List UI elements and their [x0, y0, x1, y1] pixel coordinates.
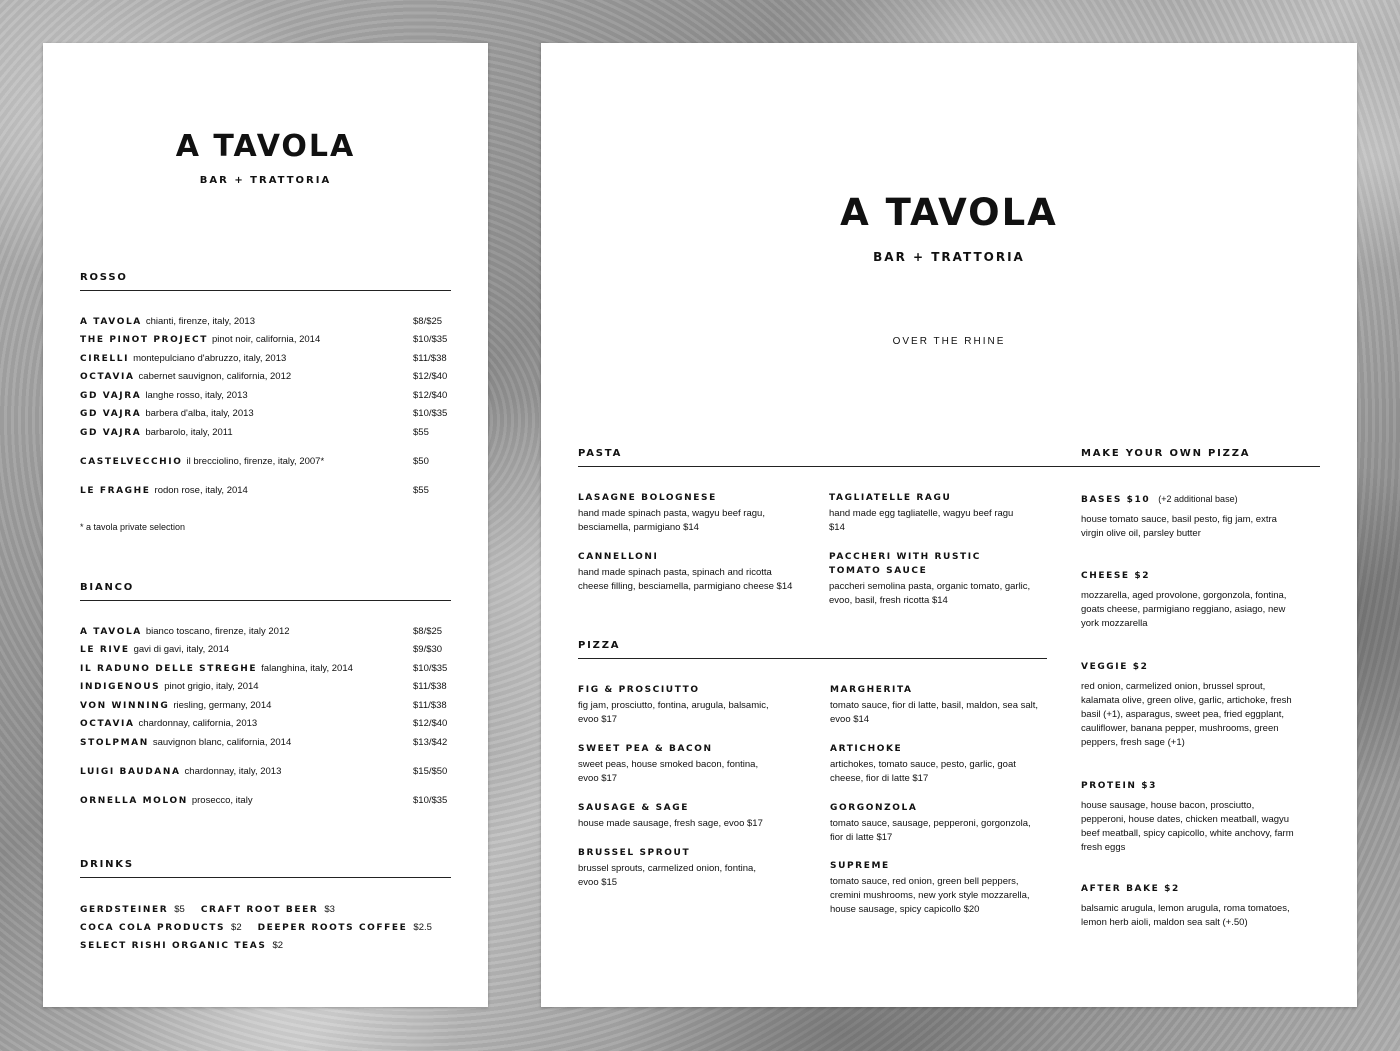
option-name: VEGGIE $2: [1081, 662, 1149, 672]
option-header: [1081, 567, 1296, 583]
item-desc: artichokes, tomato sauce, pesto, garlic, goat cheese, fior di latte $17: [830, 759, 1016, 784]
drink-row: [80, 903, 351, 917]
menu-item: [829, 491, 1019, 535]
option-header: [1081, 880, 1296, 896]
option-desc: red onion, carmelized onion, brussel sprout, kalamata olive, green olive, garlic, artichoke, fresh basil (+1), asparagus, sweet pea, fried eggplant, cauliflower, banana pepper, mushrooms, green peppers, fresh sage (+1): [1081, 681, 1292, 748]
item-name: SWEET PEA & BACON: [578, 744, 713, 754]
wine-name: IL RADUNO DELLE STREGHE: [80, 664, 258, 674]
wine-name: GD VAJRA: [80, 391, 142, 401]
wine-desc: barbarolo, italy, 2011: [145, 427, 233, 438]
bianco-heading: BIANCO: [80, 582, 135, 593]
wine-name: LE RIVE: [80, 645, 130, 655]
item-name: TAGLIATELLE RAGU: [829, 493, 952, 503]
wine-name: THE PINOT PROJECT: [80, 335, 208, 345]
wine-name: LE FRAGHE: [80, 486, 151, 496]
wine-price: $11/$38: [413, 353, 447, 364]
item-name: CANNELLONI: [578, 552, 659, 562]
wine-name: STOLPMAN: [80, 738, 149, 748]
wine-desc: barbera d'alba, italy, 2013: [145, 408, 254, 419]
drink-row: [80, 921, 448, 935]
item-desc: hand made spinach pasta, wagyu beef ragu, besciamella, parmigiano $14: [578, 508, 765, 533]
item-desc: fig jam, prosciutto, fontina, arugula, balsamic, evoo $17: [578, 700, 769, 725]
wine-row: [80, 699, 451, 713]
wine-desc: riesling, germany, 2014: [173, 700, 272, 711]
option-name: PROTEIN $3: [1081, 781, 1158, 791]
wine-name: INDIGENOUS: [80, 682, 161, 692]
wine-name: CIRELLI: [80, 354, 130, 364]
item-desc: hand made spinach pasta, spinach and ricotta cheese filling, besciamella, parmigiano cheese $14: [578, 567, 793, 592]
option-desc: house tomato sauce, basil pesto, fig jam, extra virgin olive oil, parsley butter: [1081, 514, 1277, 539]
item-name: SUPREME: [830, 861, 890, 871]
option-desc: house sausage, house bacon, prosciutto, pepperoni, house dates, chicken meatball, wagyu beef meatball, spicy capicollo, white anchovy, farm fresh eggs: [1081, 800, 1294, 853]
option-name: BASES $10: [1081, 495, 1151, 505]
wine-row: [80, 352, 451, 366]
wine-price: $10/$35: [413, 334, 448, 345]
wine-row: [80, 625, 451, 639]
wine-desc: cabernet sauvignon, california, 2012: [138, 371, 292, 382]
wine-row: [80, 643, 451, 657]
wine-price: $11/$38: [413, 681, 447, 692]
menu-item: [829, 550, 1044, 608]
pizza-option-group: [1081, 880, 1296, 930]
item-desc: tomato sauce, red onion, green bell peppers, cremini mushrooms, new york style mozzarella, house sausage, spicy capicollo $20: [830, 876, 1030, 915]
menu-item: [830, 801, 1045, 845]
drink-name: DEEPER ROOTS COFFEE: [257, 923, 408, 933]
drink-name: CRAFT ROOT BEER: [200, 905, 319, 915]
logo-subtitle: BAR + TRATTORIA: [199, 175, 332, 186]
wine-price: $55: [413, 427, 429, 438]
wine-row: [80, 717, 451, 731]
wine-price: $8/$25: [413, 626, 443, 637]
item-desc: tomato sauce, fior di latte, basil, maldon, sea salt, evoo $14: [830, 700, 1039, 725]
wine-desc: prosecco, italy: [191, 795, 253, 806]
wine-name: GD VAJRA: [80, 428, 142, 438]
wine-price: $15/$50: [413, 766, 448, 777]
menu-item: [578, 491, 793, 535]
option-name: AFTER BAKE $2: [1081, 884, 1180, 894]
wine-price: $10/$35: [413, 795, 448, 806]
option-desc: mozzarella, aged provolone, gorgonzola, fontina, goats cheese, parmigiano reggiano, asiago, new york mozzarella: [1081, 590, 1287, 629]
wine-desc: montepulciano d'abruzzo, italy, 2013: [133, 353, 287, 364]
wine-row: [80, 426, 451, 440]
menu-item: [830, 859, 1045, 917]
wine-price: $50: [413, 456, 429, 467]
drink-price: $5: [174, 904, 185, 915]
wine-row: [80, 794, 451, 808]
make-your-own-heading: MAKE YOUR OWN PIZZA: [1081, 448, 1251, 459]
wine-row: [80, 484, 451, 498]
drinks-heading: DRINKS: [80, 859, 134, 870]
wine-desc: pinot noir, california, 2014: [211, 334, 321, 345]
wine-name: GD VAJRA: [80, 409, 142, 419]
drink-name: GERDSTEINER: [80, 905, 169, 915]
drink-price: $2: [272, 940, 284, 951]
wine-desc: gavi di gavi, italy, 2014: [133, 644, 230, 655]
menu-item: [578, 683, 788, 727]
wine-row: [80, 370, 451, 384]
pizza-option-group: [1081, 777, 1296, 855]
option-extra: (+2 additional base): [1158, 494, 1238, 504]
wine-name: OCTAVIA: [80, 372, 135, 382]
item-desc: hand made egg tagliatelle, wagyu beef ragu $14: [829, 508, 1014, 533]
menu-item: [830, 742, 1040, 786]
option-header: [1081, 658, 1296, 674]
option-header: [1081, 777, 1296, 793]
wine-price: $9/$30: [413, 644, 443, 655]
drink-price: $2.5: [413, 922, 432, 933]
wine-row: [80, 389, 451, 403]
location-label: OVER THE RHINE: [892, 336, 1006, 347]
wine-price: $10/$35: [413, 663, 448, 674]
menu-item: [578, 846, 778, 890]
wine-desc: il brecciolino, firenze, italy, 2007*: [186, 456, 325, 467]
wine-price: $10/$35: [413, 408, 448, 419]
drinks-divider: [80, 877, 451, 878]
wine-row: [80, 680, 451, 694]
item-desc: paccheri semolina pasta, organic tomato, garlic, evoo, basil, fresh ricotta $14: [829, 581, 1031, 606]
wine-row: [80, 407, 451, 421]
wine-price: $55: [413, 485, 429, 496]
drink-name: COCA COLA PRODUCTS: [80, 923, 226, 933]
pizza-divider: [578, 658, 1047, 659]
wine-row: [80, 455, 451, 469]
wine-name: VON WINNING: [80, 701, 170, 711]
menu-item: [578, 801, 793, 831]
drink-row: [80, 939, 299, 953]
item-desc: house made sausage, fresh sage, evoo $17: [578, 818, 763, 829]
food-menu-sheet: [541, 43, 1357, 1007]
pizza-option-group: [1081, 491, 1296, 541]
item-desc: tomato sauce, sausage, pepperoni, gorgonzola, fior di latte $17: [830, 818, 1031, 843]
wine-row: [80, 315, 451, 329]
logo-title: A TAVOLA: [840, 191, 1058, 234]
pizza-option-group: [1081, 658, 1296, 750]
wine-desc: falanghina, italy, 2014: [261, 663, 353, 674]
menu-item: [830, 683, 1040, 727]
drink-price: $2: [231, 922, 242, 933]
pasta-heading: PASTA: [578, 448, 623, 459]
wine-name: LUIGI BAUDANA: [80, 767, 181, 777]
logo-subtitle: BAR + TRATTORIA: [873, 250, 1025, 264]
rosso-divider: [80, 290, 451, 291]
item-desc: brussel sprouts, carmelized onion, fontina, evoo $15: [578, 863, 756, 888]
wine-desc: langhe rosso, italy, 2013: [145, 390, 248, 401]
item-name: GORGONZOLA: [830, 803, 918, 813]
option-name: CHEESE $2: [1081, 571, 1151, 581]
drink-name: SELECT RISHI ORGANIC TEAS: [80, 941, 267, 951]
wine-name: A TAVOLA: [80, 317, 142, 327]
wine-desc: chardonnay, california, 2013: [138, 718, 258, 729]
pizza-option-group: [1081, 567, 1296, 631]
wine-name: A TAVOLA: [80, 627, 142, 637]
rosso-heading: ROSSO: [80, 272, 128, 283]
wine-price: $12/$40: [413, 390, 448, 401]
wine-price: $12/$40: [413, 718, 448, 729]
wine-name: CASTELVECCHIO: [80, 457, 183, 467]
item-desc: sweet peas, house smoked bacon, fontina, evoo $17: [578, 759, 759, 784]
wine-menu-sheet: [43, 43, 488, 1007]
item-name: ARTICHOKE: [830, 744, 903, 754]
wine-desc: bianco toscano, firenze, italy 2012: [145, 626, 290, 637]
wine-row: [80, 333, 451, 347]
make-your-own-divider: [1081, 466, 1320, 467]
wine-name: OCTAVIA: [80, 719, 135, 729]
wine-price: $12/$40: [413, 371, 448, 382]
wine-price: $8/$25: [413, 316, 443, 327]
wine-row: [80, 662, 451, 676]
wine-price: $13/$42: [413, 737, 448, 748]
wine-price: $11/$38: [413, 700, 447, 711]
option-header: [1081, 491, 1296, 507]
option-desc: balsamic arugula, lemon arugula, roma tomatoes, lemon herb aioli, maldon sea salt (+.50): [1081, 903, 1290, 928]
item-name: LASAGNE BOLOGNESE: [578, 493, 717, 503]
menu-item: [578, 550, 793, 594]
wine-row: [80, 765, 451, 779]
wine-desc: pinot grigio, italy, 2014: [164, 681, 259, 692]
wine-desc: rodon rose, italy, 2014: [154, 485, 248, 496]
wine-desc: chianti, firenze, italy, 2013: [145, 316, 255, 327]
logo-title: A TAVOLA: [175, 129, 356, 164]
bianco-divider: [80, 600, 451, 601]
wine-row: [80, 736, 451, 750]
item-name: MARGHERITA: [830, 685, 913, 695]
item-name: PACCHERI WITH RUSTIC TOMATO SAUCE: [829, 552, 981, 576]
item-name: BRUSSEL SPROUT: [578, 848, 691, 858]
pizza-heading: PIZZA: [578, 640, 621, 651]
menu-item: [578, 742, 778, 786]
wine-desc: sauvignon blanc, california, 2014: [152, 737, 292, 748]
private-selection-note: * a tavola private selection: [80, 522, 186, 532]
wine-desc: chardonnay, italy, 2013: [184, 766, 282, 777]
item-name: FIG & PROSCIUTTO: [578, 685, 700, 695]
wine-name: ORNELLA MOLON: [80, 796, 188, 806]
drink-price: $3: [324, 904, 335, 915]
item-name: SAUSAGE & SAGE: [578, 803, 689, 813]
